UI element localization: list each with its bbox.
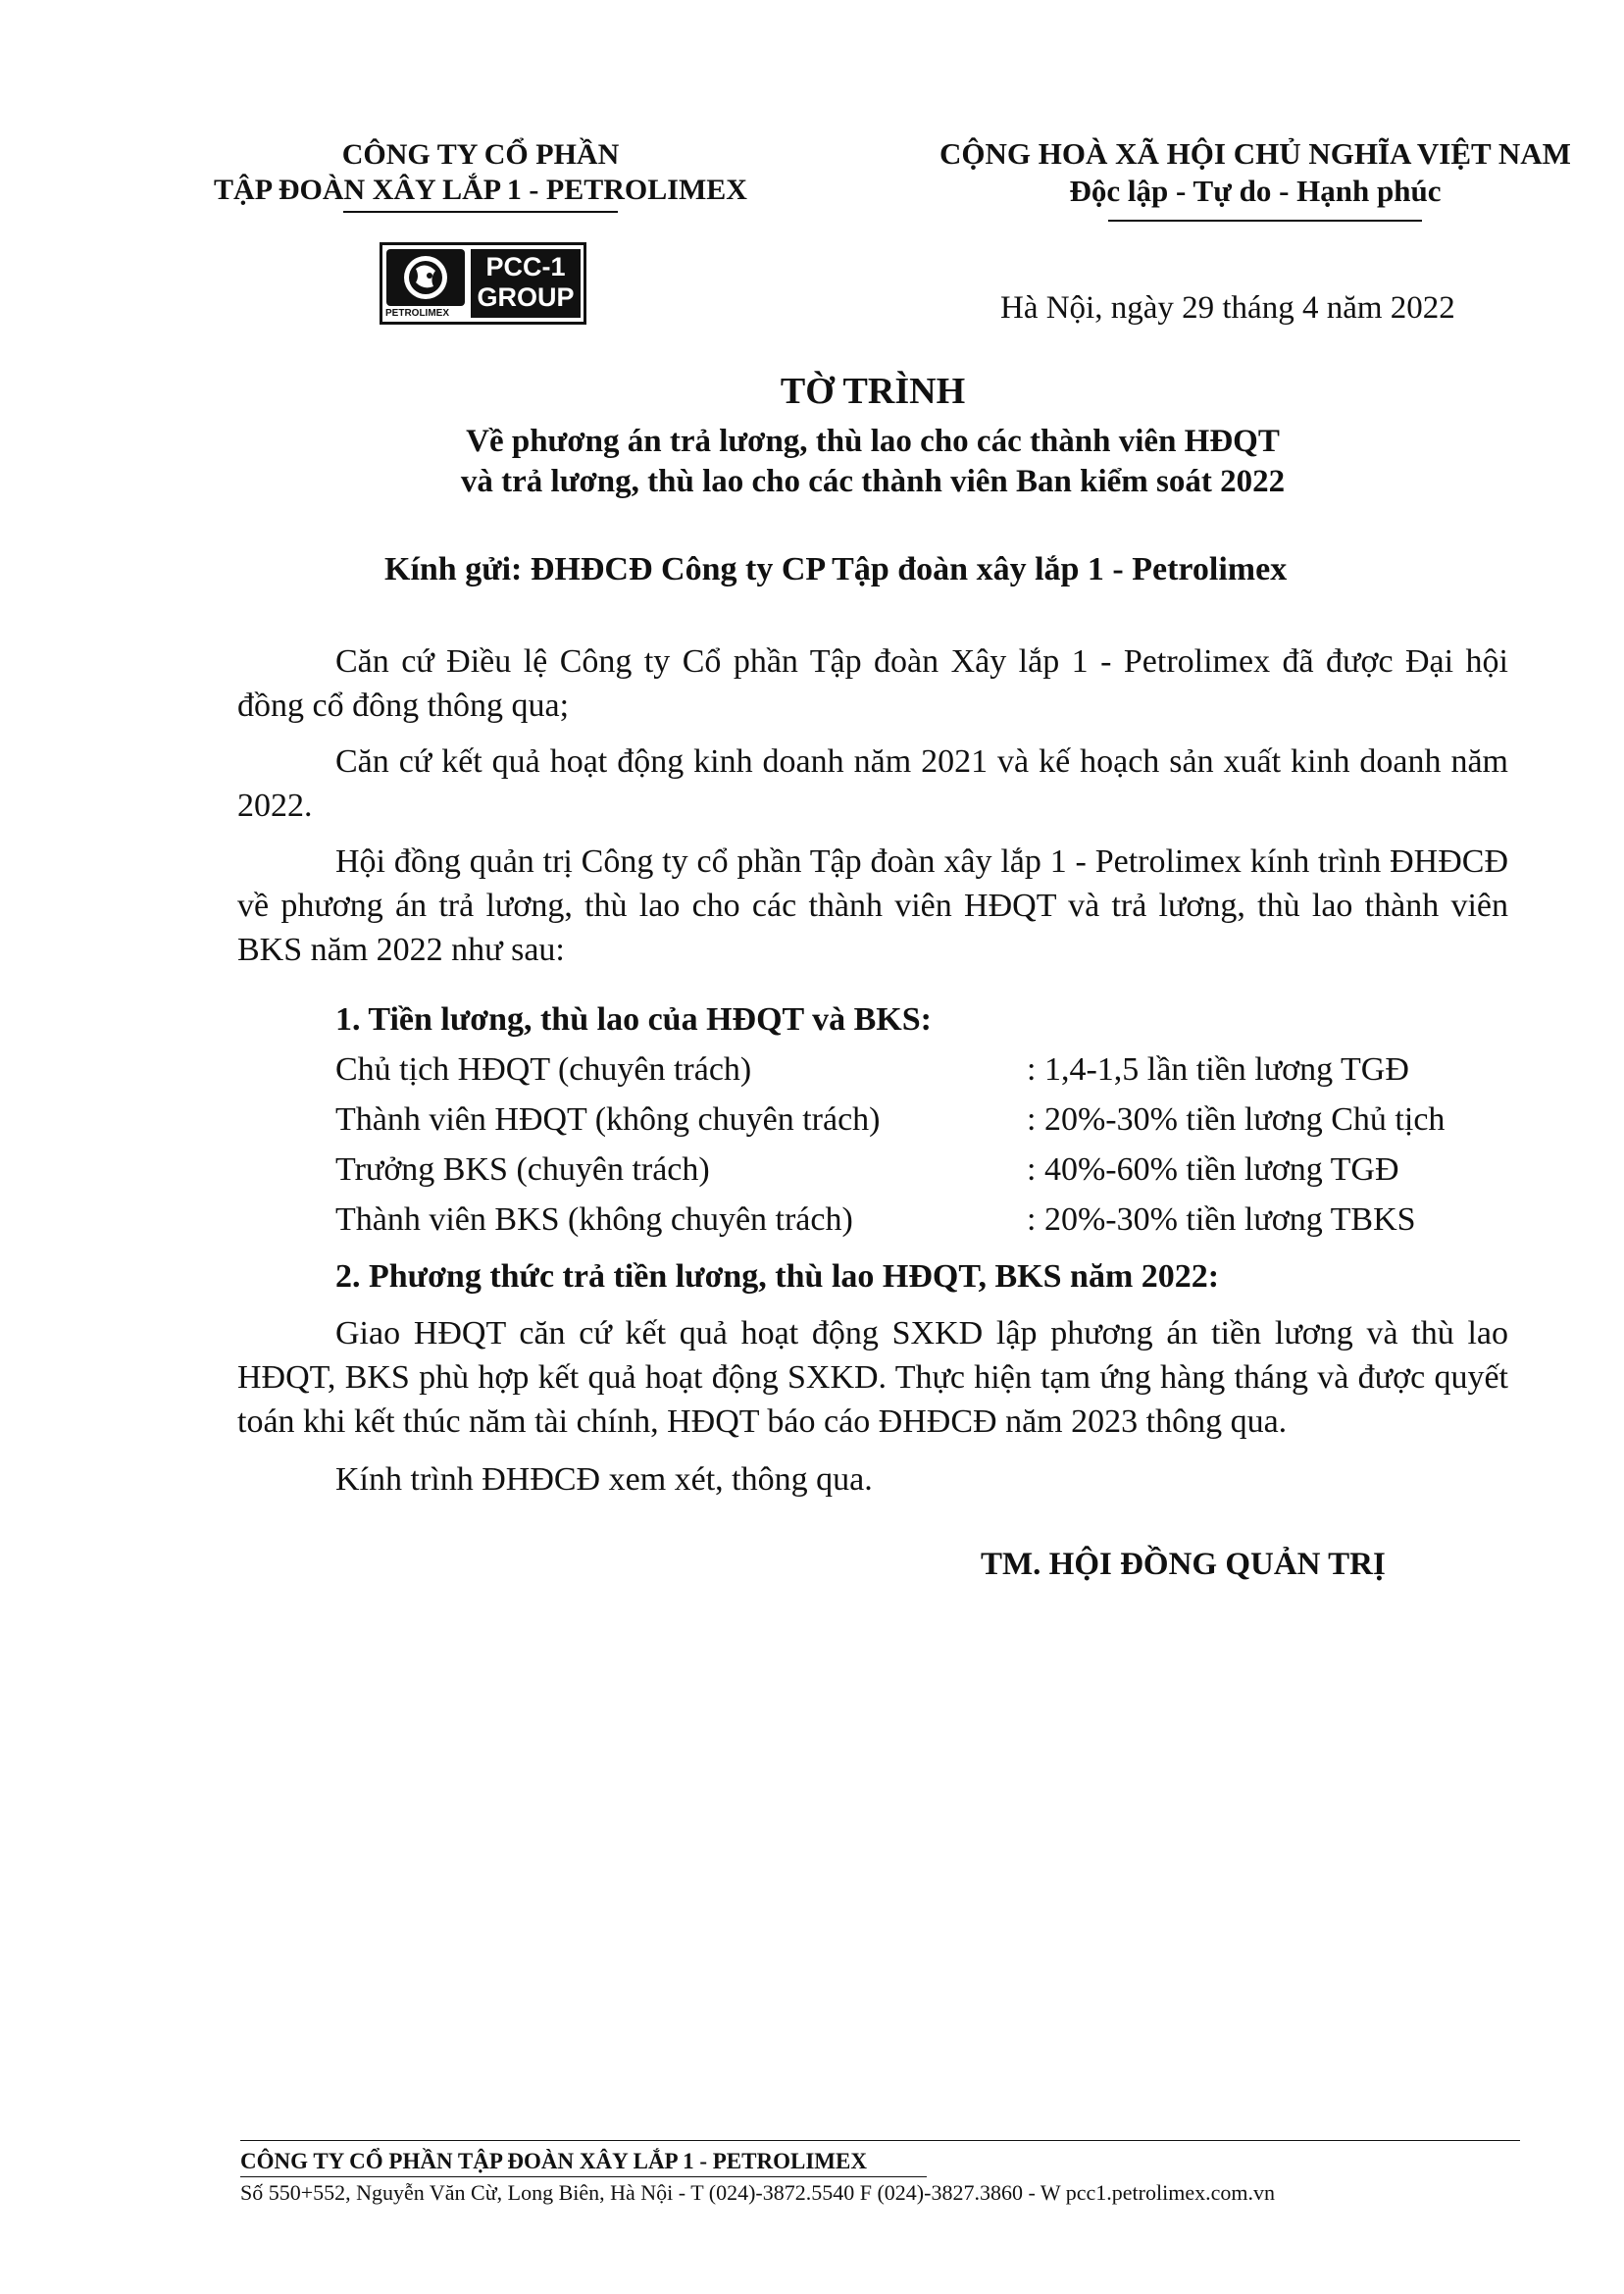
logo-text-bottom: GROUP — [477, 282, 575, 312]
body-content — [237, 639, 1508, 972]
salary-role: Chủ tịch HĐQT (chuyên trách) — [335, 1051, 752, 1088]
company-logo — [380, 242, 586, 325]
national-header-line1: CỘNG HOÀ XÃ HỘI CHỦ NGHĨA VIỆT NAM — [939, 136, 1571, 171]
section1-heading: 1. Tiền lương, thù lao của HĐQT và BKS: — [335, 1001, 932, 1038]
place-date: Hà Nội, ngày 29 tháng 4 năm 2022 — [1000, 290, 1455, 326]
paragraph-charter: Căn cứ Điều lệ Công ty Cổ phần Tập đoàn Xây lắp 1 - Petrolimex đã được Đại hội đồng cổ đông thông qua; — [237, 643, 1508, 724]
document-subtitle-line1: Về phương án trả lương, thù lao cho các thành viên HĐQT — [466, 424, 1280, 459]
salary-amount: : 40%-60% tiền lương TGĐ — [1027, 1151, 1399, 1188]
salary-amount: : 20%-30% tiền lương TBKS — [1027, 1201, 1416, 1238]
salary-amount: : 1,4-1,5 lần tiền lương TGĐ — [1027, 1051, 1409, 1088]
company-header-underline — [343, 211, 618, 213]
footer-company-underline — [240, 2176, 927, 2177]
salary-amount: : 20%-30% tiền lương Chủ tịch — [1027, 1101, 1446, 1138]
section2-heading: 2. Phương thức trả tiền lương, thù lao HĐQT, BKS năm 2022: — [335, 1258, 1220, 1295]
salary-role: Thành viên BKS (không chuyên trách) — [335, 1201, 853, 1238]
footer-company: CÔNG TY CỔ PHẦN TẬP ĐOÀN XÂY LẮP 1 - PETROLIMEX — [240, 2149, 867, 2173]
document-subtitle-line2: và trả lương, thù lao cho các thành viên Ban kiểm soát 2022 — [460, 464, 1286, 499]
logo-emblem-icon — [386, 249, 465, 306]
footer-rule — [240, 2140, 1520, 2141]
logo-text-top: PCC-1 — [485, 252, 566, 281]
national-header-motto: Độc lập - Tự do - Hạnh phúc — [1069, 174, 1442, 208]
paragraph-proposal-intro: Hội đồng quản trị Công ty cổ phần Tập đoàn xây lắp 1 - Petrolimex kính trình ĐHĐCĐ về phương án trả lương, thù lao cho các thành viên HĐQT và trả lương, thù lao thành viên BKS năm 2022 như sau: — [237, 843, 1508, 968]
salary-role: Thành viên HĐQT (không chuyên trách) — [335, 1101, 881, 1138]
signature-block: TM. HỘI ĐỒNG QUẢN TRỊ — [981, 1547, 1386, 1582]
document-title: TỜ TRÌNH — [780, 371, 966, 412]
company-header-line1: CÔNG TY CỔ PHẦN — [341, 138, 620, 171]
motto-underline — [1108, 220, 1422, 222]
paragraph-business-results: Căn cứ kết quả hoạt động kinh doanh năm 2021 và kế hoạch sản xuất kinh doanh năm 2022. — [237, 743, 1508, 824]
closing-line: Kính trình ĐHĐCĐ xem xét, thông qua. — [335, 1461, 873, 1498]
recipient-line: Kính gửi: ĐHĐCĐ Công ty CP Tập đoàn xây lắp 1 - Petrolimex — [384, 551, 1288, 587]
section2-content — [237, 1311, 1508, 1444]
company-header-line2: TẬP ĐOÀN XÂY LẮP 1 - PETROLIMEX — [214, 174, 747, 206]
salary-role: Trưởng BKS (chuyên trách) — [335, 1151, 710, 1188]
footer-address: Số 550+552, Nguyễn Văn Cừ, Long Biên, Hà Nội - T (024)-3872.5540 F (024)-3827.3860 - W pcc1.petrolimex.com.vn — [240, 2180, 1275, 2205]
logo-subtext: PETROLIMEX — [385, 308, 450, 319]
logo-wordmark — [471, 249, 581, 318]
section2-text: Giao HĐQT căn cứ kết quả hoạt động SXKD lập phương án tiền lương và thù lao HĐQT, BKS phù hợp kết quả hoạt động SXKD. Thực hiện tạm ứng hàng tháng và được quyết toán khi kết thúc năm tài chính, HĐQT báo cáo ĐHĐCĐ năm 2023 thông qua. — [237, 1315, 1508, 1440]
